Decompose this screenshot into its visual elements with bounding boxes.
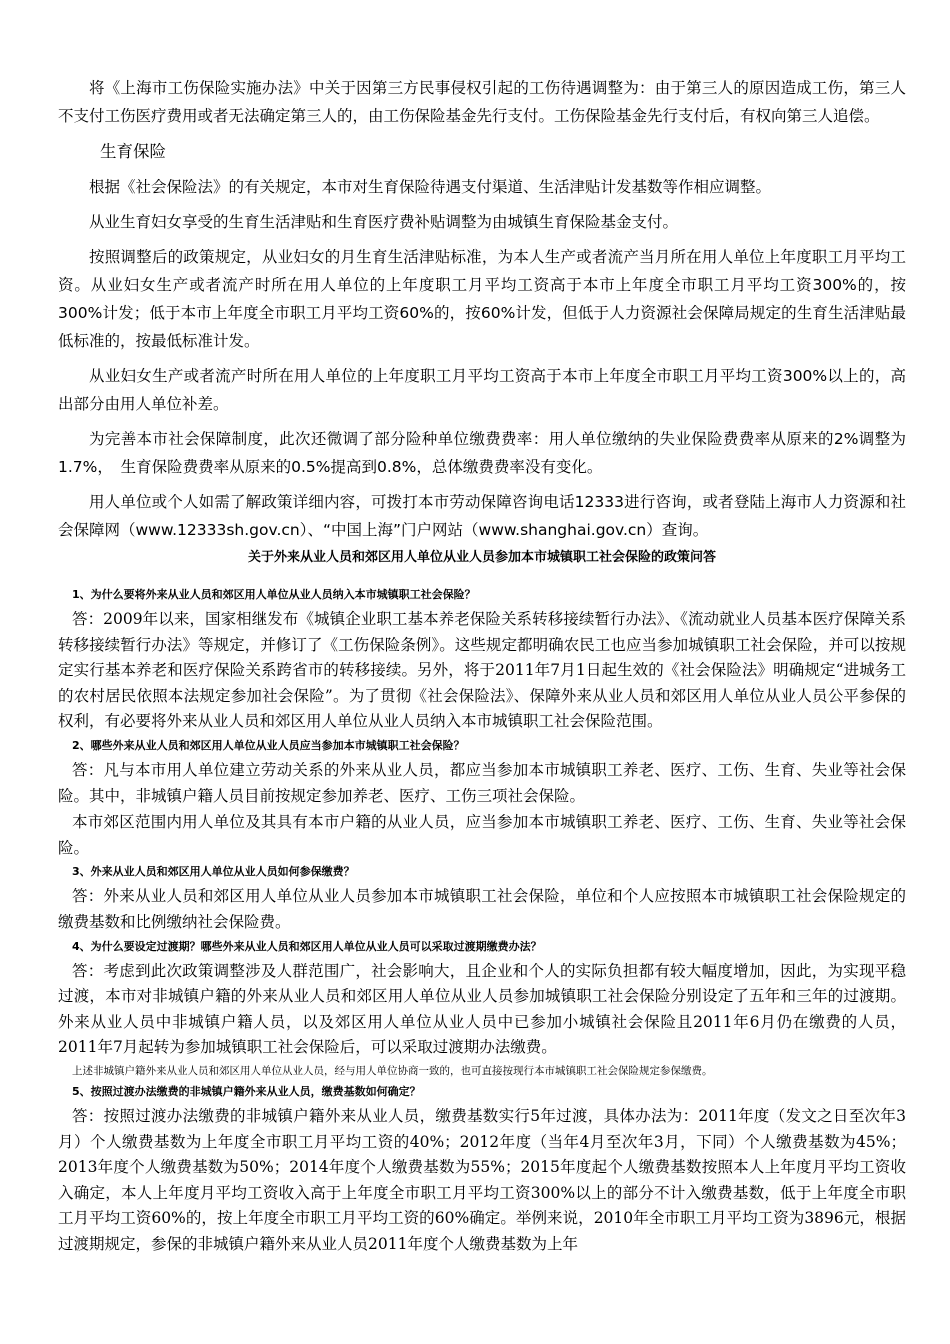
question-1: 1、为什么要将外来从业人员和郊区用人单位从业人员纳入本市城镇职工社会保险？: [72, 588, 476, 601]
question-2: 2、哪些外来从业人员和郊区用人单位从业人员应当参加本市城镇职工社会保险？: [72, 738, 465, 752]
maternity-paragraph-5: 为完善本市社会保障制度，此次还微调了部分险种单位缴费费率：用人单位缴纳的失业保险费费率从原来的2%调整为1.7%， 生育保险费费率从原来的0.5%提高到0.8%，总体缴费费率没有变化。: [58, 430, 906, 476]
answer-4: 答：考虑到此次政策调整涉及人群范围广，社会影响大，且企业和个人的实际负担都有较大幅度增加，因此，为实现平稳过渡，本市对非城镇户籍的外来从业人员和郊区用人单位从业人员参加城镇职工社会保险分别设定了五年和三年的过渡期。外来从业人员中非城镇户籍人员，以及郊区用人单位从业人员中已参加小城镇社会保险且2011年6月仍在缴费的人员，2011年7月起转为参加城镇职工社会保险后，可以采取过渡期办法缴费。: [58, 961, 906, 1057]
answer-1: 答：2009年以来，国家相继发布《城镇企业职工基本养老保险关系转移接续暂行办法》、《流动就业人员基本医疗保障关系转移接续暂行办法》等规定，并修订了《工伤保险条例》。这些规定都明确农民工也应当参加城镇职工社会保险，并可以按规定实行基本养老和医疗保险关系跨省市的转移接续。另外，将于2011年7月1日起生效的《社会保险法》明确规定“进城务工的农村居民依照本法规定参加社会保险”。为了贯彻《社会保险法》、保障外来从业人员和郊区用人单位从业人员公平参保的权利，有必要将外来从业人员和郊区用人单位从业人员纳入本市城镇职工社会保险范围。: [58, 610, 906, 731]
maternity-paragraph-3: 按照调整后的政策规定，从业妇女的月生育生活津贴标准，为本人生产或者流产当月所在用人单位上年度职工月平均工资。从业妇女生产或者流产时所在用人单位的上年度职工月平均工资高于本市上年度全市职工月平均工资300%的，按300%计发；低于本市上年度全市职工月平均工资60%的，按60%计发，但低于人力资源社会保障局规定的生育生活津贴最低标准的，按最低标准计发。: [58, 248, 906, 350]
answer-4-note: 上述非城镇户籍外来从业人员和郊区用人单位从业人员，经与用人单位协商一致的，也可直接按现行本市城镇职工社会保险规定参保缴费。: [72, 1064, 713, 1077]
maternity-paragraph-4: 从业妇女生产或者流产时所在用人单位的上年度职工月平均工资高于本市上年度全市职工月平均工资300%以上的，高出部分由用人单位补差。: [58, 367, 906, 413]
maternity-paragraph-6: 用人单位或个人如需了解政策详细内容，可拨打本市劳动保障咨询电话12333进行咨询，或者登陆上海市人力资源和社会保障网（www.12333sh.gov.cn）、“中国上海”门户网站（www.shanghai.gov.cn）查询。: [58, 493, 906, 539]
maternity-paragraph-2: 从业生育妇女享受的生育生活津贴和生育医疗费补贴调整为由城镇生育保险基金支付。: [89, 213, 679, 231]
answer-2-part-2: 本市郊区范围内用人单位及其具有本市户籍的从业人员，应当参加本市城镇职工养老、医疗、工伤、生育、失业等社会保险。: [58, 813, 906, 857]
document-page: [58, 74, 906, 1258]
section-heading-maternity: 生育保险: [100, 142, 166, 161]
intro-paragraph: 将《上海市工伤保险实施办法》中关于因第三方民事侵权引起的工伤待遇调整为：由于第三人的原因造成工伤，第三人不支付工伤医疗费用或者无法确定第三人的，由工伤保险基金先行支付。工伤保险基金先行支付后，有权向第三人追偿。: [58, 79, 906, 125]
question-5: 5、按照过渡办法缴费的非城镇户籍外来从业人员，缴费基数如何确定？: [72, 1084, 421, 1098]
maternity-paragraph-1: 根据《社会保险法》的有关规定，本市对生育保险待遇支付渠道、生活津贴计发基数等作相应调整。: [89, 178, 772, 196]
qa-title: 关于外来从业人员和郊区用人单位从业人员参加本市城镇职工社会保险的政策问答: [247, 550, 716, 565]
answer-2-part-1: 答：凡与本市用人单位建立劳动关系的外来从业人员，都应当参加本市城镇职工养老、医疗、工伤、生育、失业等社会保险。其中，非城镇户籍人员目前按规定参加养老、医疗、工伤三项社会保险。: [58, 760, 906, 805]
question-4: 4、为什么要设定过渡期？哪些外来从业人员和郊区用人单位从业人员可以采取过渡期缴费办法？: [72, 939, 542, 953]
question-3: 3、外来从业人员和郊区用人单位从业人员如何参保缴费？: [72, 865, 355, 879]
answer-3: 答：外来从业人员和郊区用人单位从业人员参加本市城镇职工社会保险，单位和个人应按照本市城镇职工社会保险规定的缴费基数和比例缴纳社会保险费。: [58, 887, 906, 931]
answer-5: 答：按照过渡办法缴费的非城镇户籍外来从业人员，缴费基数实行5年过渡，具体办法为：2011年度（发文之日至次年3月）个人缴费基数为上年度全市职工月平均工资的40%；2012年度（当年4月至次年3月，下同）个人缴费基数为45%；2013年度个人缴费基数为50%；2014年度个人缴费基数为55%；2015年度起个人缴费基数按照本人上年度月平均工资收入确定，本人上年度月平均工资收入高于上年度全市职工月平均工资300%以上的部分不计入缴费基数，低于上年度全市职工月平均工资60%的，按上年度全市职工月平均工资的60%确定。举例来说，2010年全市职工月平均工资为3896元，根据过渡期规定，参保的非城镇户籍外来从业人员2011年度个人缴费基数为上年: [58, 1106, 906, 1253]
